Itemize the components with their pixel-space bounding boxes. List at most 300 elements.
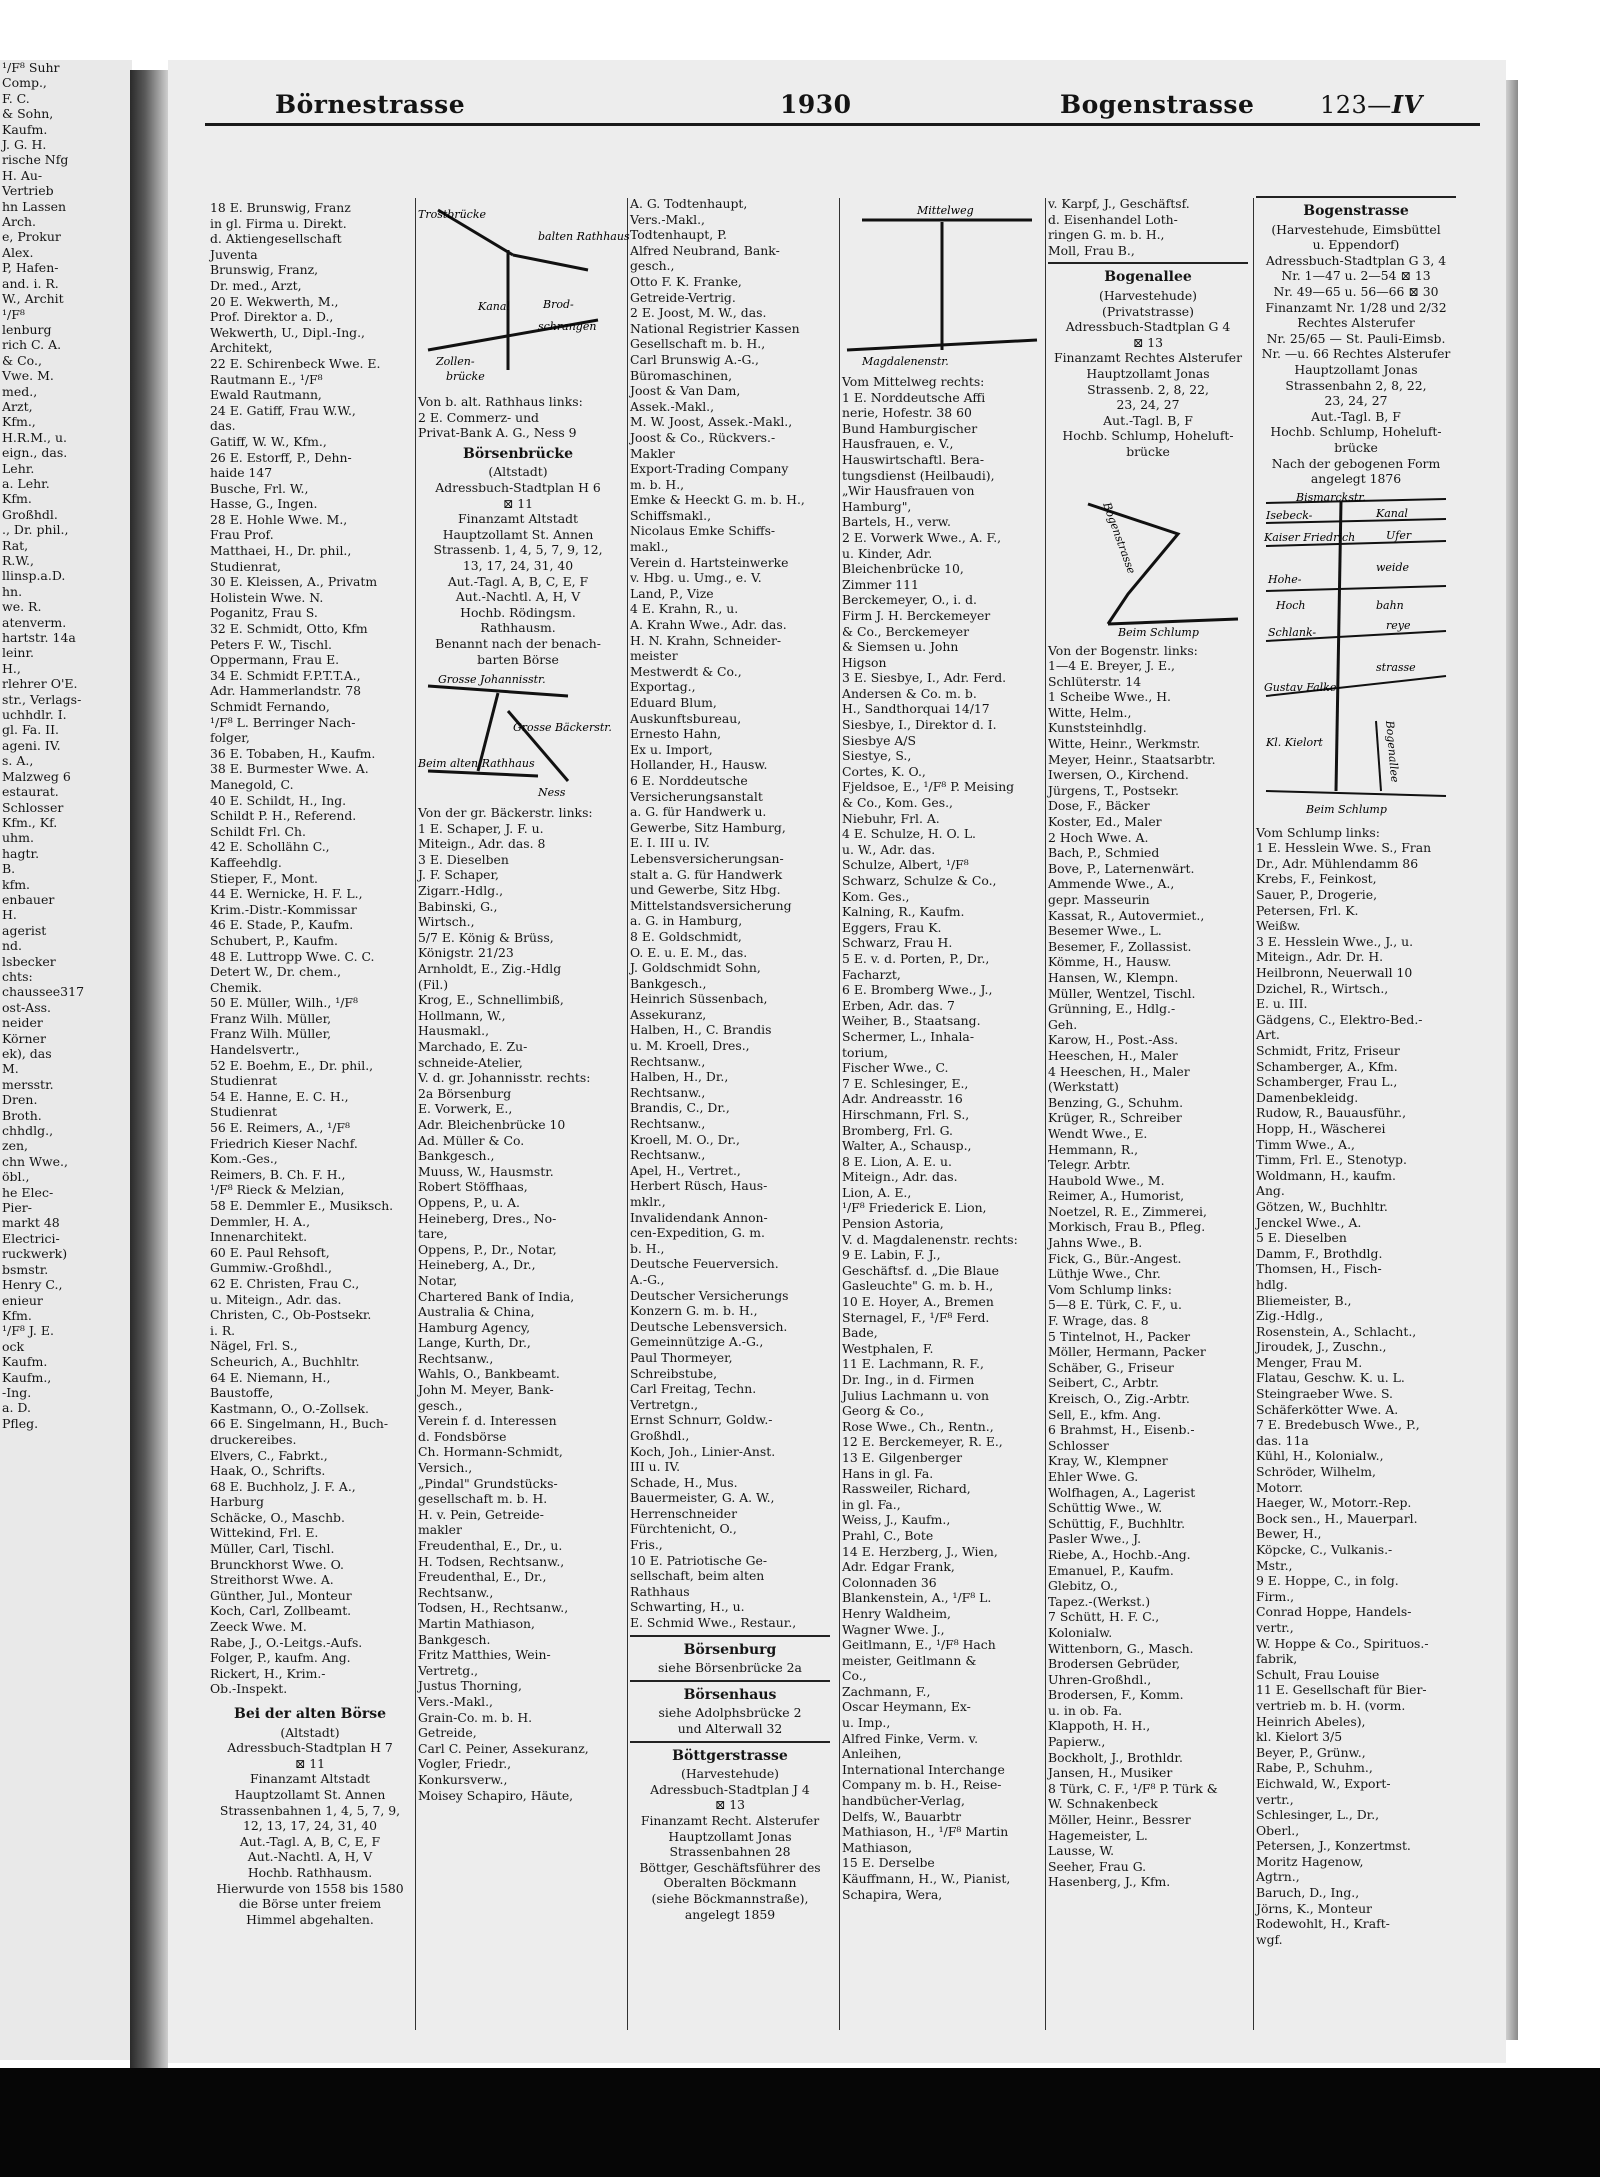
entry-line: National Registrier Kassen	[630, 320, 800, 336]
entry-line: Ob.-Inspekt.	[210, 1681, 288, 1697]
entry-line: Hamburg",	[842, 498, 912, 514]
entry-line: 30 E. Kleissen, A., Privatm	[210, 574, 378, 590]
entry-line: 2 E. Vorwerk Wwe., A. F.,	[842, 529, 1002, 545]
entry-line: Böttger, Geschäftsführer des	[639, 1859, 821, 1875]
section-sub: (Privatstrasse)	[1102, 303, 1194, 319]
entry-line: Tapez.-(Werkst.)	[1048, 1593, 1151, 1609]
entry-line: 12, 13, 17, 24, 31, 40	[243, 1818, 377, 1834]
entry-line: Papierw.,	[1048, 1734, 1106, 1750]
entry-line: Henry Waldheim,	[842, 1605, 951, 1621]
entry-line: Miteign., Adr. Dr. H.	[1256, 949, 1384, 965]
entry-line: 15 E. Derselbe	[842, 1855, 935, 1871]
entry-line: Handelsvertr.,	[210, 1042, 300, 1058]
entry-line: Alfred Finke, Verm. v.	[842, 1730, 979, 1746]
entry-line: B.	[2, 861, 16, 877]
entry-line: Fischer Wwe., C.	[842, 1060, 949, 1076]
entry-line: Verein f. d. Interessen	[418, 1413, 557, 1429]
entry-line: Haak, O., Schrifts.	[210, 1463, 326, 1479]
entry-line: Marchado, E. Zu-	[418, 1039, 528, 1054]
map-label: reye	[1386, 618, 1411, 632]
map-label: strasse	[1376, 660, 1416, 674]
entry-line: Finanzamt Recht. Alsterufer	[640, 1812, 820, 1828]
boersenburg-info	[630, 1660, 830, 1676]
entry-line: Iwersen, O., Kirchend.	[1048, 767, 1189, 783]
entry-line: Jenckel Wwe., A.	[1256, 1214, 1362, 1230]
entry-line: Vers.-Makl.,	[630, 211, 705, 227]
entry-line: chaussee317	[2, 984, 85, 1000]
entry-line: rich C. A.	[2, 337, 62, 353]
entry-line: gepr. Masseurin	[1048, 892, 1150, 907]
entry-line: Flatau, Geschw. K. u. L.	[1256, 1370, 1405, 1386]
entry-line: ock	[2, 1338, 25, 1354]
entry-line: Emke & Heeckt G. m. b. H.,	[630, 492, 805, 508]
entry-line: nd.	[2, 938, 23, 954]
entry-line: Zeeck Wwe. M.	[210, 1619, 307, 1635]
entry-line: Wendt Wwe., E.	[1048, 1125, 1148, 1141]
entry-line: lsbecker	[2, 953, 56, 969]
column-1-entries	[210, 200, 410, 1697]
entry-line: Rose Wwe., Ch., Rentn.,	[842, 1418, 994, 1434]
entry-line: Nr. 1—47 u. 2—54 ⊠ 13	[1281, 268, 1431, 284]
entry-line: Studienrat,	[210, 558, 281, 574]
entry-line: 4 E. Schulze, H. O. L.	[842, 826, 976, 842]
entry-line: Wahls, O., Bankbeamt.	[418, 1366, 560, 1382]
entry-line: Joost & Co., Rückvers.-	[630, 429, 776, 445]
entry-line: a. Lehr.	[2, 475, 50, 491]
entry-line: meister	[630, 648, 678, 664]
entry-line: Großhdl.	[2, 506, 58, 522]
entry-line: Walter, A., Schausp.,	[842, 1138, 972, 1154]
entry-line: Thomsen, H., Fisch-	[1256, 1261, 1382, 1277]
entry-line: mersstr.	[2, 1076, 54, 1092]
entry-line: H.,	[2, 660, 21, 676]
entry-line: Von b. alt. Rathhaus links:	[418, 394, 583, 409]
entry-line: Aut.-Tagl. A, B, C, E, F	[239, 1833, 381, 1849]
box-title-bogenallee: Bogenallee	[1104, 269, 1192, 286]
entry-line: & Co., Berckemeyer	[842, 623, 969, 639]
entry-line: Miteign., Adr. das. 8	[418, 836, 546, 852]
entry-line: Schäferkötter Wwe. A.	[1256, 1401, 1399, 1417]
entry-line: 3 E. Siesbye, I., Adr. Ferd.	[842, 670, 1007, 686]
entry-line: Rechtsanw.,	[630, 1147, 706, 1163]
map-label: Beim alten Rathhaus	[418, 757, 535, 771]
entry-line: Schapira, Wera,	[842, 1886, 943, 1902]
entry-line: vertrieb m. b. H. (vorm.	[1256, 1697, 1406, 1713]
entry-line: Mstr.,	[1256, 1557, 1293, 1573]
entry-line: Kühl, H., Kolonialw.,	[1256, 1448, 1384, 1464]
entry-line: and. i. R.	[2, 275, 59, 291]
entry-line: Heeschen, H., Maler	[1048, 1047, 1178, 1063]
entry-line: Aut.-Tagl. B, F	[1103, 412, 1193, 428]
entry-line: Kaufm.	[2, 121, 48, 137]
entry-line: Adr. Andreasstr. 16	[842, 1091, 963, 1107]
entry-line: & Co., Kom. Ges.,	[842, 795, 953, 811]
entry-line: Justus Thorning,	[418, 1678, 522, 1694]
entry-line: Finanzamt Altstadt	[249, 1771, 371, 1787]
map-label: balten Rathhaus	[538, 230, 630, 243]
entry-line: Lebensversicherungsan-	[630, 850, 784, 866]
entry-line: Zig.-Hdlg.,	[1256, 1308, 1324, 1324]
entry-line: „Pindal" Grundstücks-	[418, 1475, 558, 1491]
entry-line: tungsdienst (Heilbaudi),	[842, 467, 995, 483]
entry-line: gl. Fa. II.	[2, 722, 60, 738]
entry-line: Aut.-Tagl. A, B, C, E, F	[447, 573, 589, 589]
entry-line: & Siemsen u. John	[842, 639, 959, 655]
entry-line: Hollander, H., Hausw.	[630, 757, 768, 773]
entry-line: Strassenbahn 2, 8, 22,	[1285, 377, 1427, 393]
entry-line: V. d. gr. Johannisstr. rechts:	[418, 1070, 591, 1086]
entry-line: Demmler, H. A.,	[210, 1213, 311, 1229]
map-label: Schlank-	[1268, 625, 1317, 639]
entry-line: 23, 24, 27	[1116, 397, 1180, 413]
entry-line: Delfs, W., Bauarbtr	[842, 1808, 962, 1824]
entry-line: Australia & China,	[418, 1304, 535, 1320]
entry-line: E. Vorwerk, E.,	[418, 1101, 513, 1117]
entry-line: Rassweiler, Richard,	[842, 1481, 971, 1497]
entry-line: Mathiason, H., ¹/F⁸ Martin	[842, 1824, 1009, 1840]
entry-line: 5 E. Dieselben	[1256, 1230, 1347, 1246]
entry-line: Company m. b. H., Reise-	[842, 1777, 1002, 1793]
entry-line: Moisey Schapiro, Häute,	[418, 1787, 574, 1803]
entry-line: Alfred Neubrand, Bank-	[630, 242, 780, 258]
entry-line: druckereibes.	[210, 1431, 297, 1447]
entry-line: Blankenstein, A., ¹/F⁸ L.	[842, 1590, 992, 1606]
entry-line: kfm.	[2, 876, 31, 892]
entry-line: Carl C. Peiner, Assekuranz,	[418, 1740, 589, 1756]
entry-line: vertr.,	[1256, 1619, 1294, 1635]
entry-line: Brodersen, F., Komm.	[1048, 1687, 1184, 1703]
entry-line: 68 E. Buchholz, J. F. A.,	[210, 1478, 356, 1494]
entry-line: F. C.	[2, 90, 30, 106]
entry-line: Woldmann, H., kaufm.	[1256, 1167, 1396, 1183]
entry-line: Kom. Ges.,	[842, 888, 910, 904]
entry-line: W., Archit	[2, 291, 64, 307]
boettgerstrasse-info	[630, 1782, 830, 1922]
entry-line: Chemik.	[210, 979, 262, 995]
entry-line: Gatiff, W. W., Kfm.,	[210, 433, 327, 449]
entry-line: das.	[210, 418, 236, 434]
map-label: Bismarckstr.	[1296, 490, 1366, 504]
entry-line: Agtrn.,	[1256, 1869, 1300, 1885]
entry-line: Heilbronn, Neuerwall 10	[1256, 965, 1413, 981]
entry-line: Stieper, F., Mont.	[210, 870, 318, 886]
entry-line: Menger, Frau M.	[1256, 1354, 1363, 1370]
entry-line: Koch, Carl, Zollbeamt.	[210, 1603, 352, 1619]
entry-line: Glebitz, O.,	[1048, 1578, 1118, 1594]
entry-line: Rat,	[2, 537, 29, 553]
column-2	[418, 196, 630, 1803]
entry-line: Comp.,	[2, 75, 47, 91]
entry-line: Dr. med., Arzt,	[210, 277, 302, 293]
entry-line: Herrenschneider	[630, 1505, 738, 1521]
entry-line: v. Karpf, J., Geschäftsf.	[1048, 196, 1190, 211]
entry-line: s. A.,	[2, 753, 34, 769]
entry-line: 5—8 E. Türk, C. F., u.	[1048, 1297, 1182, 1313]
entry-line: Poganitz, Frau S.	[210, 605, 318, 621]
entry-line: III u. IV.	[630, 1459, 681, 1475]
entry-line: markt 48	[2, 1215, 60, 1231]
entry-line: Haeger, W., Motorr.-Rep.	[1256, 1495, 1412, 1511]
entry-line: 10 E. Patriotische Ge-	[630, 1552, 768, 1568]
entry-line: Berckemeyer, O., i. d.	[842, 592, 977, 608]
box-title-boersenhaus: Börsenhaus	[683, 1686, 777, 1703]
entry-line: llinsp.a.D.	[2, 568, 66, 584]
entry-line: (Werkstatt)	[1048, 1079, 1119, 1095]
entry-line: H. N. Krahn, Schneider-	[630, 632, 782, 648]
entry-line: rlehrer O'E.	[2, 676, 78, 692]
entry-line: Privat-Bank A. G., Ness 9	[418, 425, 577, 441]
entry-line: Harburg	[210, 1494, 264, 1510]
entry-line: Nägel, Frl. S.,	[210, 1338, 298, 1354]
entry-line: Königstr. 21/23	[418, 945, 514, 961]
entry-line: Nr. 25/65 — St. Pauli-Eimsb.	[1266, 330, 1446, 346]
entry-line: Aut.-Nachtl. A, H, V	[455, 589, 581, 605]
entry-line: Alex.	[2, 244, 34, 260]
entry-line: 1—4 E. Breyer, J. E.,	[1048, 658, 1175, 674]
entry-line: Georg & Co.,	[842, 1403, 925, 1419]
entry-line: Hauptzollamt Jonas	[668, 1828, 792, 1844]
entry-line: Köpcke, C., Vulkanis.-	[1256, 1542, 1393, 1557]
entry-line: Joost & Van Dam,	[630, 383, 741, 399]
entry-line: International Interchange	[842, 1761, 1005, 1777]
entry-line: V. d. Magdalenenstr. rechts:	[842, 1231, 1018, 1247]
entry-line: Mathiason,	[842, 1839, 913, 1855]
entry-line: ¹/F⁸ Rieck & Melzian,	[210, 1182, 345, 1198]
map-label: Ufer	[1386, 528, 1412, 542]
entry-line: Dzichel, R., Wirtsch.,	[1256, 980, 1389, 996]
entry-line: Karow, H., Post.-Ass.	[1048, 1032, 1179, 1048]
column-rule	[415, 198, 416, 2030]
header-rule	[205, 123, 1480, 126]
boersenhaus-info	[630, 1705, 830, 1736]
entry-line: & Sohn,	[2, 106, 54, 122]
entry-line: 56 E. Reimers, A., ¹/F⁸	[210, 1120, 350, 1136]
entry-line: Aut.-Tagl. B, F	[1311, 408, 1401, 424]
map-label: Magdalenenstr.	[862, 355, 949, 368]
entry-line: Streithorst Wwe. A.	[210, 1572, 334, 1588]
entry-line: Hochb. Schlump, Hoheluft-	[1270, 424, 1442, 440]
entry-line: 13 E. Gilgenberger	[842, 1449, 963, 1465]
entry-line: Nr. —u. 66 Rechtes Alsterufer	[1261, 346, 1451, 362]
entry-line: Dose, F., Bäcker	[1048, 798, 1150, 814]
column-5	[1048, 196, 1248, 1890]
entry-line: 50 E. Müller, Wilh., ¹/F⁸	[210, 995, 358, 1011]
entry-line: ¹/F⁸ Friederick E. Lion,	[842, 1200, 987, 1216]
entry-line: Telegr. Arbtr.	[1048, 1157, 1131, 1173]
entry-line: Hauptzollamt Jonas	[1086, 365, 1210, 381]
entry-line: Jürgens, T., Postsekr.	[1048, 782, 1179, 798]
entry-line: Kfm.,	[2, 414, 36, 430]
entry-line: leinr.	[2, 645, 35, 661]
entry-line: Jiroudek, J., Zuschn.,	[1256, 1339, 1387, 1355]
entry-line: Müller, Carl, Tischl.	[210, 1541, 335, 1557]
entry-line: ⊠ 11	[502, 495, 534, 511]
entry-line: P, Hafen-	[2, 260, 59, 276]
entry-line: Arzt,	[2, 398, 33, 414]
entry-line: Notar,	[418, 1272, 458, 1288]
entry-line: m. b. H.,	[630, 476, 685, 492]
entry-line: öbl.,	[2, 1169, 30, 1185]
entry-line: Electrici-	[2, 1230, 60, 1246]
map-label: Ness	[538, 786, 566, 800]
entry-line: Ad. Müller & Co.	[418, 1132, 525, 1148]
entry-line: Ang.	[1256, 1183, 1285, 1199]
entry-line: 11 E. Lachmann, R. F.,	[842, 1356, 984, 1372]
entry-line: Beyer, P., Grünw.,	[1256, 1744, 1366, 1760]
entry-line: 7 E. Schlesinger, E.,	[842, 1075, 969, 1091]
entry-line: uhm.	[2, 830, 34, 846]
entry-line: Schüttig Wwe., W.	[1048, 1500, 1163, 1516]
entry-line: Schlosser	[2, 799, 64, 815]
entry-line: 18 E. Brunswig, Franz	[210, 200, 351, 215]
entry-line: Müller, Wentzel, Tischl.	[1048, 985, 1196, 1001]
entry-line: Manegold, C.	[210, 776, 294, 792]
entry-line: Timm, Frl. E., Stenotyp.	[1256, 1152, 1407, 1168]
entry-line: R.W.,	[2, 553, 34, 568]
entry-line: Sternagel, F., ¹/F⁸ Ferd.	[842, 1309, 990, 1325]
entry-line: Kroell, M. O., Dr.,	[630, 1131, 740, 1147]
entry-line: 22 E. Schirenbeck Wwe. E.	[210, 355, 381, 371]
entry-line: Land, P., Vize	[630, 585, 714, 601]
entry-line: Niebuhr, Frl. A.	[842, 810, 940, 826]
entry-line: u. W., Adr. das.	[842, 841, 936, 857]
entry-line: Schlüterstr. 14	[1048, 673, 1142, 689]
entry-line: 1 Scheibe Wwe., H.	[1048, 689, 1171, 705]
entry-line: u. Kinder, Adr.	[842, 545, 933, 561]
entry-line: und Alterwall 32	[677, 1721, 783, 1736]
entry-line: Adressbuch-Stadtplan H 7	[227, 1740, 393, 1756]
entry-line: Matthaei, H., Dr. phil.,	[210, 543, 352, 559]
map-label: Mittelweg	[917, 204, 974, 217]
entry-line: Rechtsanw.,	[418, 1350, 494, 1366]
entry-line: Ex u. Import,	[630, 741, 713, 757]
entry-line: Colonnaden 36	[842, 1574, 937, 1590]
entry-line: Oberl.,	[1256, 1822, 1300, 1838]
bogenstrasse-info	[1256, 253, 1456, 487]
entry-line: 5 Tintelnot, H., Packer	[1048, 1328, 1191, 1344]
entry-line: in gl. Firma u. Direkt.	[210, 215, 347, 231]
entry-line: hdlg.	[1256, 1276, 1288, 1292]
entry-line: Martin Mathiason,	[418, 1615, 535, 1631]
entry-line: enieur	[2, 1292, 43, 1308]
entry-line: Bromberg, Frl. G.	[842, 1122, 953, 1138]
entry-line: makl.,	[630, 539, 669, 555]
entry-line: 3 E. Dieselben	[418, 851, 509, 867]
entry-line: Muuss, W., Hausmstr.	[418, 1163, 554, 1179]
entry-line: Lange, Kurth, Dr.,	[418, 1335, 531, 1351]
entry-line: Pfleg.	[2, 1415, 39, 1431]
entry-line: Fritz Matthies, Wein-	[418, 1647, 551, 1663]
entry-line: neider	[2, 1015, 43, 1031]
map-trostbruecke	[418, 200, 630, 390]
entry-line: Hansen, W., Klempn.	[1048, 969, 1179, 985]
entry-line: Dr. Ing., in d. Firmen	[842, 1372, 975, 1387]
entry-line: 58 E. Demmler E., Musiksch.	[210, 1198, 394, 1213]
entry-line: 38 E. Burmester Wwe. A.	[210, 761, 369, 777]
entry-line: a. G. in Hamburg,	[630, 913, 743, 929]
entry-line: Bartels, H., verw.	[842, 514, 951, 530]
entry-line: Lehr.	[2, 460, 35, 476]
entry-line: 1 E. Norddeutsche Affi	[842, 389, 986, 405]
entry-line: das. 11a	[1256, 1432, 1309, 1448]
entry-line: stalt a. G. für Handwerk	[630, 866, 783, 882]
entry-line: Halben, H., C. Brandis	[630, 1022, 772, 1038]
entry-line: Zigarr.-Hdlg.,	[418, 883, 504, 899]
entry-line: Geitlmann, E., ¹/F⁸ Hach	[842, 1637, 996, 1653]
entry-line: Bankgesch.	[418, 1631, 491, 1647]
entry-line: Bankgesch.,	[418, 1148, 495, 1164]
entry-line: ⊠ 13	[714, 1797, 746, 1813]
entry-line: rische Nfg	[2, 152, 69, 168]
entry-line: Besemer, F., Zollassist.	[1048, 938, 1192, 954]
entry-line: u. in ob. Fa.	[1048, 1702, 1123, 1718]
entry-line: Damenbekleidg.	[1256, 1089, 1359, 1105]
entry-line: Witte, Helm.,	[1048, 704, 1132, 720]
entry-line: 28 E. Hohle Wwe. M.,	[210, 511, 348, 527]
entry-line: John M. Meyer, Bank-	[418, 1382, 554, 1398]
entry-line: u. Miteign., Adr. das.	[210, 1291, 342, 1307]
entry-line: Schamberger, A., Kfm.	[1256, 1058, 1398, 1074]
entry-line: Sauer, P., Drogerie,	[1256, 887, 1378, 903]
entry-line: med.,	[2, 383, 38, 399]
entry-line: 20 E. Wekwerth, M.,	[210, 293, 339, 309]
map-bismarckstr	[1256, 491, 1456, 821]
entry-line: M. W. Joost, Assek.-Makl.,	[630, 414, 793, 430]
entry-line: fabrik,	[1256, 1651, 1298, 1667]
entry-line: Nach der gebogenen Form	[1271, 455, 1441, 471]
entry-line: Krüger, R., Schreiber	[1048, 1110, 1182, 1126]
entry-line: Vogler, Friedr.,	[418, 1756, 512, 1772]
entry-line: Oppermann, Frau E.	[210, 652, 340, 668]
entry-line: Mittelstandsversicherung	[630, 897, 792, 913]
section-title-boersenbruecke: Börsenbrücke	[463, 445, 573, 462]
entry-line: 23, 24, 27	[1324, 393, 1388, 409]
entry-line: Schwarz, Frau H.	[842, 935, 953, 951]
entry-line: ., Dr. phil.,	[2, 522, 69, 538]
entry-line: Innenarchitekt.	[210, 1229, 308, 1245]
entry-line: 12 E. Berckemeyer, R. E.,	[842, 1434, 1003, 1450]
entry-line: Kunststeinhdlg.	[1048, 720, 1147, 736]
entry-line: 24 E. Gatiff, Frau W.W.,	[210, 402, 356, 418]
entry-line: 4 E. Krahn, R., u.	[630, 601, 739, 617]
entry-line: & Co.,	[2, 352, 42, 368]
entry-line: estaurat.	[2, 784, 59, 800]
entry-line: Vom Schlump links:	[1048, 1281, 1172, 1297]
page-number	[1320, 90, 1423, 119]
entry-line: Christen, C., Ob-Postsekr.	[210, 1307, 372, 1323]
entry-line: Adr. Bleichenbrücke 10	[418, 1116, 566, 1132]
entry-line: Riebe, A., Hochb.-Ang.	[1048, 1546, 1191, 1562]
entry-line: Rosenstein, A., Schlacht.,	[1256, 1323, 1417, 1339]
entry-line: Otto F. K. Franke,	[630, 273, 742, 289]
entry-line: Koch, Joh., Linier-Anst.	[630, 1443, 776, 1459]
entry-line: 8 Türk, C. F., ¹/F⁸ P. Türk &	[1048, 1780, 1218, 1796]
entry-line: Co.,	[842, 1668, 867, 1684]
entry-line: Scheurich, A., Buchhltr.	[210, 1353, 360, 1369]
entry-line: Ewald Rautmann,	[210, 387, 322, 403]
column-6	[1256, 196, 1456, 1947]
entry-line: Friedrich Kieser Nachf.	[210, 1135, 358, 1151]
map-label: Gustav Falke-	[1264, 680, 1341, 694]
entry-line: bsmstr.	[2, 1261, 49, 1277]
entry-line: Seibert, C., Arbtr.	[1048, 1375, 1159, 1391]
entry-line: Fürchtenicht, O.,	[630, 1521, 737, 1537]
entry-line: Kray, W., Klempner	[1048, 1453, 1168, 1469]
entry-line: Kfm., Kf.	[2, 814, 58, 830]
entry-line: barten Börse	[477, 651, 559, 667]
column-5-after-map	[1048, 643, 1248, 1891]
entry-line: Bund Hamburgischer	[842, 420, 978, 436]
